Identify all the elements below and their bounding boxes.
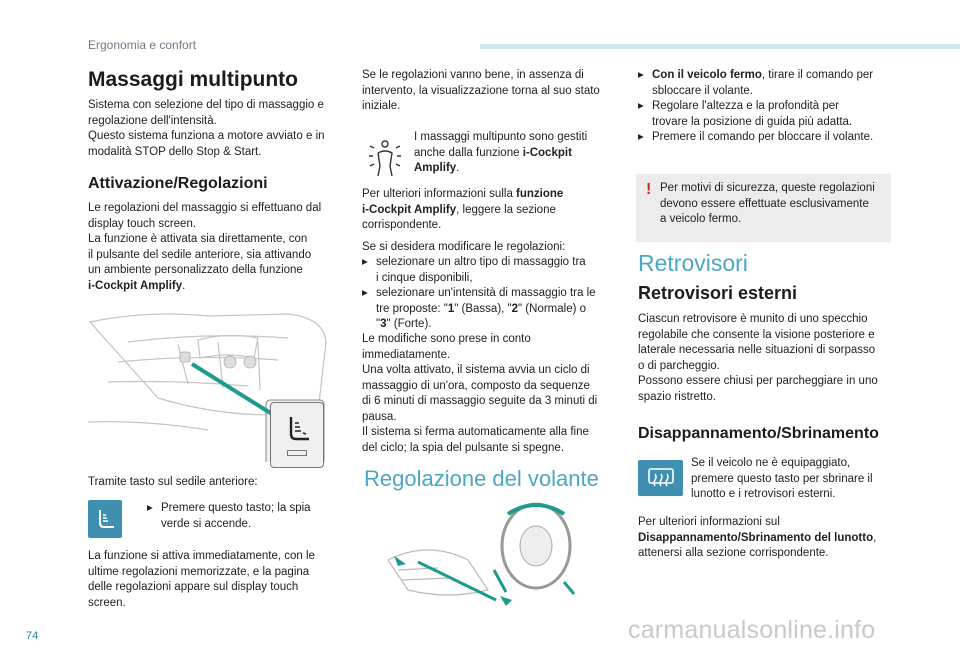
- warning-icon: !: [646, 181, 652, 198]
- bullet-marker-icon: ▸: [147, 502, 153, 514]
- section-title-volante: Regolazione del volante: [364, 466, 599, 491]
- seat-button-zoom: [270, 402, 324, 468]
- page-number: 74: [26, 630, 39, 642]
- heading-attivazione: Attivazione/Regolazioni: [88, 175, 268, 192]
- warning-box: [636, 174, 891, 242]
- activation-text: Le regolazioni del massaggio si effettuano dal display touch screen. La funzione è attivata sia direttamente, con il pulsante del sedile anteriore, sia attivando un ambiente personalizzato della funzione i-Cockpit Amplify.: [88, 202, 322, 292]
- modify-intro: Se si desidera modificare le regolazioni:: [362, 241, 566, 253]
- steering-bullet-2: ▸ Regolare l'altezza e la profondità per trovare la posizione di guida più adatta.: [638, 99, 852, 130]
- watermark: carmanualsonline.info: [628, 616, 876, 644]
- heading-disappannamento: Disappannamento/Sbrinamento: [638, 425, 879, 442]
- title-massaggi: Massaggi multipunto: [88, 68, 298, 91]
- defog-button-icon: [638, 460, 683, 496]
- modify-bullet-1: ▸ selezionare un altro tipo di massaggio tra i cinque disponibili,: [362, 255, 586, 286]
- seat-button-caption: Tramite tasto sul sedile anteriore:: [88, 476, 258, 488]
- defog-more-info: Per ulteriori informazioni sul Disappannamento/Sbrinamento del lunotto, attenersi alla sezione corrispondente.: [638, 516, 877, 559]
- heading-retrovisori-esterni: Retrovisori esterni: [638, 283, 798, 303]
- bullet-marker-icon: ▸: [362, 256, 368, 268]
- bullet-marker-icon: ▸: [638, 69, 644, 81]
- after-text: Le modifiche sono prese in conto immediatamente. Una volta attivato, il sistema avvia un ciclo di massaggio di un'ora, composto da sequenze di 6 minuti di massaggio seguite da 3 minuti di pausa. Il sistema si ferma automaticamente alla fine del ciclo; la spia del pulsante si spegne.: [362, 333, 598, 454]
- bullet-marker-icon: ▸: [638, 131, 644, 143]
- bullet-marker-icon: ▸: [638, 100, 644, 112]
- header-section: Ergonomia e confort: [88, 38, 197, 52]
- final-text: La funzione si attiva immediatamente, con le ultime regolazioni memorizzate, e la pagina delle regolazioni appare sul display touch screen.: [88, 550, 315, 609]
- amplify-icon: [366, 136, 404, 178]
- steering-bullet-3: ▸ Premere il comando per bloccare il volante.: [638, 130, 873, 146]
- defog-text: Se il veicolo ne è equipaggiato, premere questo tasto per sbrinare il lunotto e i retrovisori esterni.: [691, 457, 873, 500]
- seat-massage-icon: [282, 414, 312, 444]
- intro-text: Sistema con selezione del tipo di massaggio e regolazione dell'intensità. Questo sistema funziona a motore avviato e in modalità STOP dello Stop & Start.: [88, 99, 325, 158]
- header-bar: [480, 44, 960, 49]
- amplify-note: I massaggi multipunto sono gestiti anche dalla funzione i-Cockpit Amplify.: [414, 131, 588, 174]
- indicator-light: [287, 450, 307, 456]
- section-title-retrovisori: Retrovisori: [638, 250, 748, 276]
- steering-bullet-1: ▸ Con il veicolo fermo, tirare il comando per sbloccare il volante.: [638, 68, 873, 99]
- modify-bullet-2: ▸ selezionare un'intensità di massaggio tra le tre proposte: "1" (Bassa), "2" (Normale) o "3" (Forte).: [362, 286, 596, 333]
- warning-text: Per motivi di sicurezza, queste regolazioni devono essere effettuate esclusivamente a veicolo fermo.: [660, 182, 875, 225]
- bullet-marker-icon: ▸: [362, 287, 368, 299]
- seat-massage-icon: [94, 508, 116, 530]
- more-info-amplify: Per ulteriori informazioni sulla funzione i-Cockpit Amplify, leggere la sezione corrispondente.: [362, 188, 564, 231]
- steering-wheel-illustration: [388, 500, 588, 610]
- press-bullet: ▸ Premere questo tasto; la spia verde si accende.: [147, 501, 311, 532]
- massage-button-icon: [88, 500, 122, 538]
- top-text: Se le regolazioni vanno bene, in assenza di intervento, la visualizzazione torna al suo stato iniziale.: [362, 69, 600, 112]
- mirrors-text: Ciascun retrovisore è munito di uno specchio regolabile che consente la visione posteriore e laterale necessaria nelle situazioni di sorpasso o di parcheggio. Possono essere chiusi per parcheggiare in uno spazio ristretto.: [638, 313, 878, 403]
- rear-defrost-icon: [646, 466, 676, 490]
